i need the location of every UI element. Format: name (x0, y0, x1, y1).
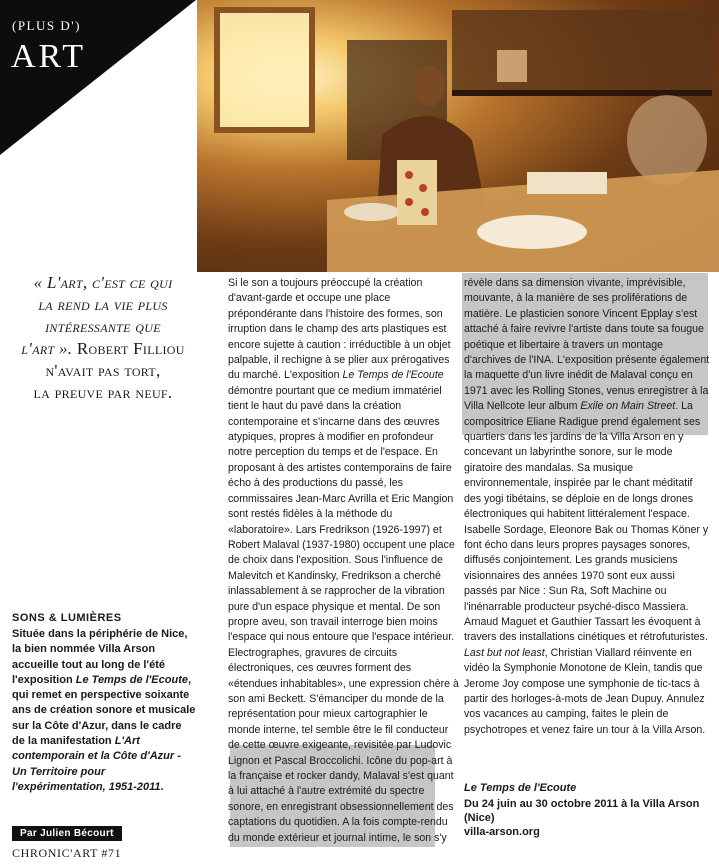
article-text-highlighted: . La compositrice Eliane Radigue (464, 400, 693, 428)
pull-quote-line: la preuve par neuf. (33, 383, 173, 402)
pull-quote-line: intéressante que (45, 317, 161, 336)
article-column-1 (228, 276, 460, 846)
album-title: Exile on Main Street (580, 400, 676, 413)
photo-plate-small (344, 203, 400, 221)
photo-box-pattern (405, 198, 413, 206)
photo-blurred-figure (627, 95, 707, 185)
photo-shelf-cabinet (452, 10, 712, 90)
author-byline: Par Julien Bécourt (12, 826, 122, 841)
article-column-2 (464, 276, 710, 738)
photo-shelf-edge (452, 90, 712, 96)
exhibition-title: Le Temps de l'Ecoute (342, 369, 444, 382)
photo-illustration (197, 0, 719, 272)
info-website: villa-arson.org (464, 826, 540, 838)
article-text: Si le son a toujours préoccupé la création d'avant-garde et occupe une place prépondérante dans l'histoire des formes, son irruption dans le champ des arts plastiques est encore sujette à caution : irréductible à un objet palpable, il rechigne à se plier aux prérogatives du marché. L'exposition (228, 277, 451, 382)
article-photo (197, 0, 719, 272)
section-kicker: (PLUS D') (12, 18, 81, 33)
pull-quote-line: la rend la vie plus (38, 295, 168, 314)
photo-box-pattern (419, 184, 427, 192)
photo-window (217, 10, 312, 130)
article-text-highlighted: Icône du pop-art à la française et rocker dandy, Malaval s'est quant à lui attaché à l'autre extrémité du spectre sonore, en enregistrant obsessionnellement des captations du quotidien. A la fois compte-rendu du monde extérieur et journal intime, le son s'y (228, 754, 454, 844)
sidebar-text (12, 627, 197, 795)
photo-box-pattern (405, 171, 413, 179)
sidebar-event-title: L'Art contemporain et la Côte d'Azur - Un Territoire pour l'expérimentation, 1951-2011 (12, 735, 181, 793)
pull-quote-fragment: l'art ». (21, 339, 77, 358)
pull-quote-line (12, 338, 194, 360)
section-title: ART (11, 38, 86, 75)
sidebar-exhibition-title: Le Temps de l'Ecoute (75, 673, 188, 686)
issue-number: CHRONIC'ART #71 (12, 846, 122, 860)
photo-box-pattern (421, 208, 429, 216)
photo-tissue-box (397, 160, 437, 225)
article-text: démontre pourtant que ce medium immatériel tient le haut du pavé dans la création contemporaine et s'incarne dans des œuvres atypiques, propres à modifier en profondeur notre perception du temps et de l'espace. En proposant à des artistes contemporains de faire écho à des productions du passé, les commissaires Jean-Marc Avrilla et Eric Mangion sont restés fidèles à la méthode du «laboratoire». Lars Fredrikson (1926-1997) et Robert Malaval (1937-1980) occupent une place de choix dans l'exposition. Sous l'influence de Malevitch et Kandinsky, Fredrikson a cherché inlassablement à se rapprocher de la vibration pure d'un espace physique et mental. De son propre aveu, son travail interroge bien moins l'espace qui nous entoure que l'espace intérieur. Electrographes, gravures de circuits électroniques, ces œuvres forment des «étendues inhabitables», une expression chère à son ami Beckett. S'émanciper du monde de la représentation pour mieux cartographier le monde interne, tel semble être le fil conducteur de cette œuvre exigeante, revisitée par Ludovic Lignon et Pascal Broccolichi. (228, 384, 459, 767)
article-text-highlighted: révèle dans sa dimension vivante, imprévisible, mouvante, à la manière de ses proliférations de matière. Le plasticien sonore Vincent Epplay s'est attaché à faire revivre l'artiste dans toute sa fougue poétique et libertaire à travers un montage d'archives de l'INA. L'exposition présente également la maquette d'un livre inédit de Malaval conçu en 1971 avec les Rolling Stones, venus enregistrer à la Villa Nellcote leur album (464, 277, 710, 413)
pull-quote (12, 272, 194, 404)
emphasis-phrase: Last but not least (464, 646, 545, 659)
info-exhibition-title: Le Temps de l'Ecoute (464, 782, 577, 794)
info-dates: Du 24 juin au 30 octobre 2011 à la Villa Arson (Nice) (464, 798, 700, 824)
sidebar-heading: SONS & LUMIÈRES (12, 612, 122, 624)
article-text: , Christian Viallard réinvente en vidéo la Symphonie Monotone de Klein, tandis que Jerome Joy compose une symphonie de tic-tacs à partir des horloges-à-mots de Jean Dupuy. Annulez vos vacances au camping, faites le plein de psychotropes et venez faire un tour à la Villa Arson. (464, 646, 706, 736)
photo-person-head (413, 66, 445, 106)
pull-quote-line: n'avait pas tort, (45, 361, 161, 380)
photo-game-box (527, 172, 607, 194)
photo-plate-large (477, 215, 587, 249)
sidebar-text-part: Située dans la périphérie de Nice, la bien nommée Villa Arson accueille tout au long de l'été l'exposition (12, 628, 188, 686)
sidebar-text-part: . (160, 780, 164, 793)
article-text: prend également ses quartiers dans les jardins de la Villa Arson en y concevant un labyrinthe sonore, sur le mode giratoire des mandalas. Sa musique environnementale, inspirée par le chant méditatif des yogi tibétains, se déploie en de longs drones électroniques qui habitent littéralement l'espace. Isabelle Sordage, Eleonore Bak ou Thomas Köner y font écho dans leurs propres paysages sonores, diffusés conjointement. Les grands musiciens visionnaires des années 1970 sont eux aussi passés par Nice : Sun Ra, Soft Machine ou l'inénarrable producteur psyché-disco Massiera. Arnaud Maguet et Gauthier Tassart les évoquent à travers des installations cinétiques et rétrofuturistes. (464, 415, 709, 644)
pull-quote-author: Robert Filliou (76, 339, 185, 358)
pull-quote-line: « L'art, c'est ce qui (33, 273, 173, 292)
sidebar-text-part: , qui remet en perspective soixante ans de création sonore et musicale sur la Côte d'Azur, dans le cadre de la manifestation (12, 673, 196, 748)
photo-radio (497, 50, 527, 82)
